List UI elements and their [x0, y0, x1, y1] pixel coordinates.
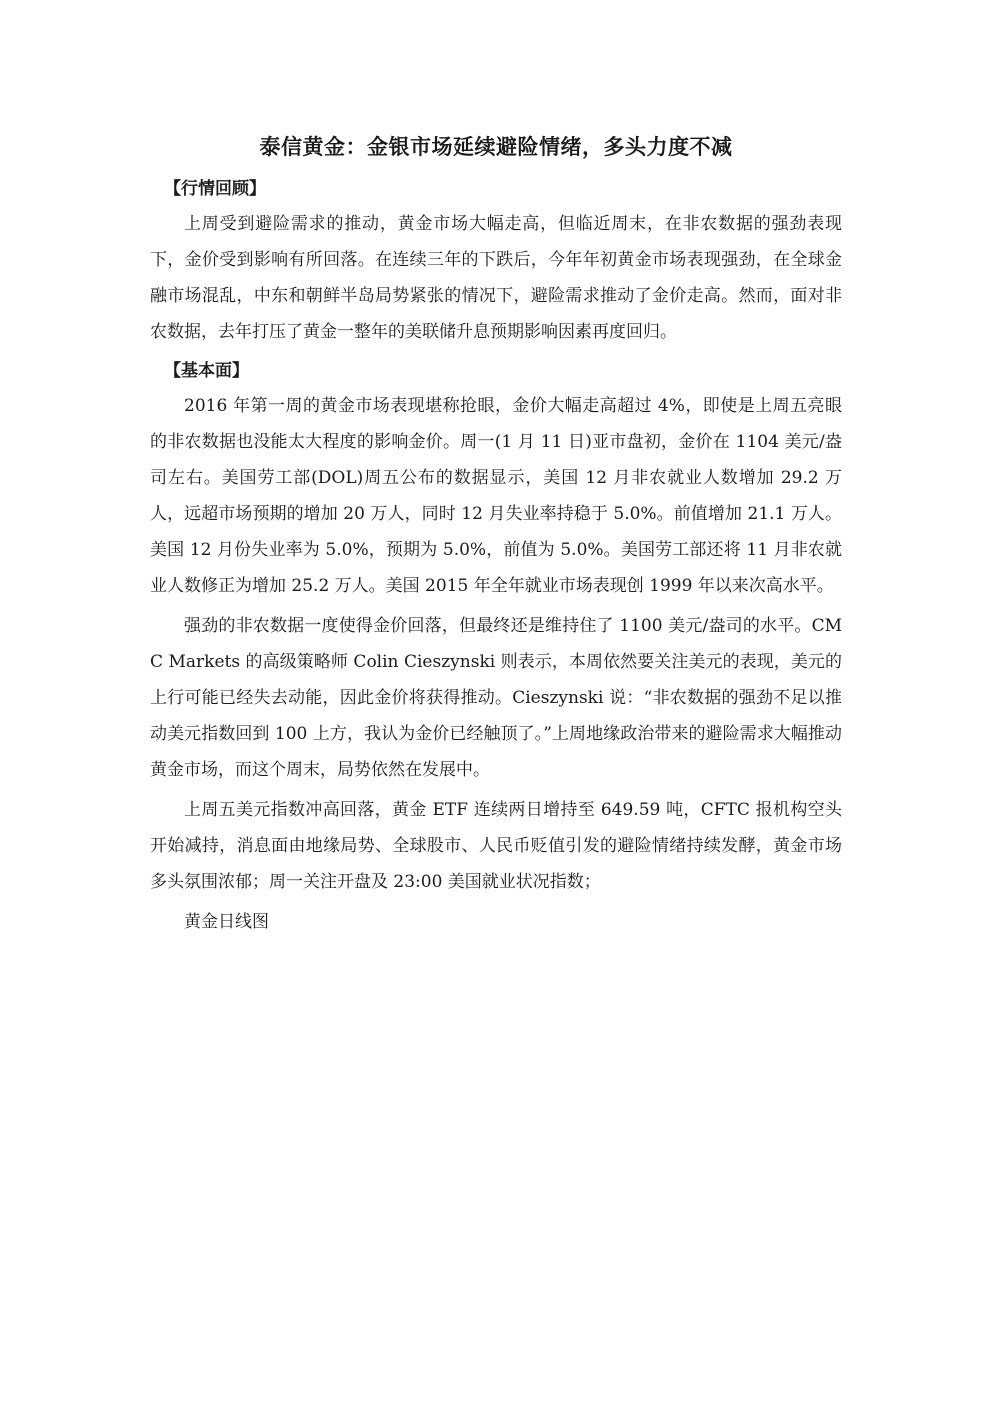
section-heading-market-review: 【行情回顾】	[164, 179, 266, 199]
section-heading-fundamentals: 【基本面】	[164, 361, 249, 381]
paragraph: 上周受到避险需求的推动，黄金市场大幅走高，但临近周末，在非农数据的强劲表现下，金价受到影响有所回落。在连续三年的下跌后，今年年初黄金市场表现强劲，在全球金融市场混乱，中东和朝鲜半岛局势紧张的情况下，避险需求推动了金价走高。然而，面对非农数据，去年打压了黄金一整年的美联储升息预期影响因素再度回归。	[150, 214, 842, 342]
paragraph: 2016 年第一周的黄金市场表现堪称抢眼，金价大幅走高超过 4%，即使是上周五亮眼的非农数据也没能太大程度的影响金价。周一(1 月 11 日)亚市盘初，金价在 1104 美元/盎司左右。美国劳工部(DOL)周五公布的数据显示，美国 12 月非农就业人数增加 29.2 万人，远超市场预期的增加 20 万人，同时 12 月失业率持稳于 5.0%。前值增加 21.1 万人。美国 12 月份失业率为 5.0%，预期为 5.0%，前值为 5.0%。美国劳工部还将 11 月非农就业人数修正为增加 25.2 万人。美国 2015 年全年就业市场表现创 1999 年以来次高水平。	[150, 396, 842, 596]
paragraph: 强劲的非农数据一度使得金价回落，但最终还是维持住了 1100 美元/盎司的水平。CMC Markets 的高级策略师 Colin Cieszynski 则表示，本周依然要关注美元的表现，美元的上行可能已经失去动能，因此金价将获得推动。Cieszynski 说：“非农数据的强劲不足以推动美元指数回到 100 上方，我认为金价已经触顶了。”上周地缘政治带来的避险需求大幅推动黄金市场，而这个周末，局势依然在发展中。	[150, 616, 842, 780]
figure-caption: 黄金日线图	[184, 912, 269, 932]
document-page	[150, 128, 842, 940]
paragraph: 上周五美元指数冲高回落，黄金 ETF 连续两日增持至 649.59 吨，CFTC 报机构空头开始减持，消息面由地缘局势、全球股市、人民币贬值引发的避险情绪持续发酵，黄金市场多头氛围浓郁；周一关注开盘及 23:00 美国就业状况指数；	[150, 800, 842, 892]
document-title: 泰信黄金：金银市场延续避险情绪，多头力度不减	[259, 135, 733, 159]
